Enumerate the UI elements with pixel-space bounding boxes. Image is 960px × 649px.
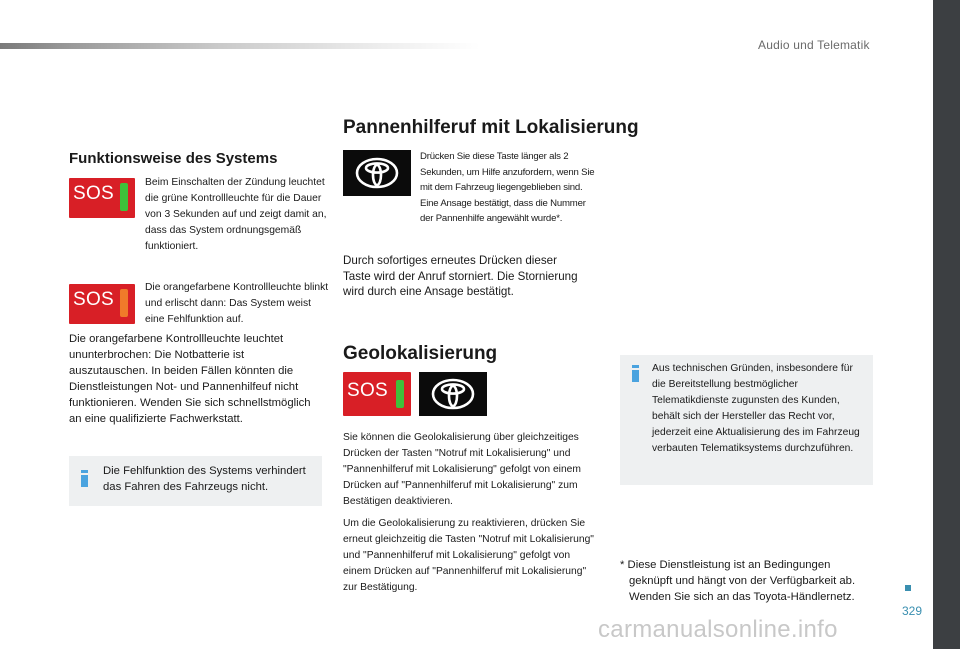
toyota-button — [343, 150, 411, 196]
sos-button-orange — [69, 284, 135, 324]
info-box-left — [69, 456, 322, 506]
watermark: carmanualsonline.info — [598, 616, 838, 643]
section-title-geolocation: Geolokalisierung — [343, 343, 498, 364]
green-led-icon — [396, 380, 404, 408]
footnote: * Diese Dienstleistung ist an Bedingungen geknüpft und hängt von der Verfügbarkeit ab. Wenden Sie sich an das Toyota-Händlernetz. — [620, 559, 856, 603]
geo-deactivate-text: Sie können die Geolokalisierung über gleichzeitiges Drücken der Tasten "Notruf mit Lokalisierung" und "Pannenhilferuf mit Lokalisierung" gefolgt von einem Drücken auf "Pannenhilferuf mit Lokalisierung" zum Bestätigen deaktivieren. — [343, 432, 581, 507]
green-led-icon — [120, 183, 128, 211]
sos-label: SOS — [347, 380, 389, 401]
sos-button-geo — [343, 372, 411, 416]
page-marker — [905, 585, 911, 591]
info-icon — [632, 365, 639, 382]
toyota-button-geo — [419, 372, 487, 416]
breakdown-button-text: Drücken Sie diese Taste länger als 2 Sekunden, um Hilfe anzufordern, wenn Sie mit dem Fahrzeug liegengeblieben sind. Eine Ansage bestätigt, dass die Nummer der Pannenhilfe angewählt wurde*. — [420, 151, 595, 224]
side-strip — [933, 0, 960, 649]
chapter-title: Audio und Telematik — [758, 38, 870, 52]
header-gradient-bar — [0, 43, 480, 49]
page-number: 329 — [902, 604, 923, 618]
info-icon — [81, 470, 88, 487]
info-box-right — [620, 355, 873, 485]
sos-button-green — [69, 178, 135, 218]
section-title-function: Funktionsweise des Systems — [69, 150, 278, 167]
section-title-breakdown: Pannenhilferuf mit Lokalisierung — [343, 117, 639, 138]
green-led-text: Beim Einschalten der Zündung leuchtet die grüne Kontrollleuchte für die Dauer von 3 Sekunden auf und zeigt damit an, dass das System ordnungsgemäß funktioniert. — [145, 177, 327, 252]
toyota-logo-icon — [355, 157, 399, 189]
toyota-logo-icon — [431, 378, 475, 410]
sos-label: SOS — [73, 183, 115, 204]
geo-reactivate-text: Um die Geolokalisierung zu reaktivieren, drücken Sie erneut gleichzeitig die Tasten "Notruf mit Lokalisierung" und "Pannenhilferuf mit Lokalisierung" gefolgt von einem Drücken auf "Pannenhilferuf mit Lokalisierung" zur Bestätigung. — [343, 518, 594, 593]
info-text-right: Aus technischen Gründen, insbesondere für die Bereitstellung bestmöglicher Telematikdienste zugunsten des Kunden, behält sich der Hersteller das Recht vor, jederzeit eine Aktualisierung des im Fahrzeug verbauten Telematiksystems durchzuführen. — [652, 363, 860, 454]
orange-led-icon — [120, 289, 128, 317]
sos-label: SOS — [73, 289, 115, 310]
orange-led-text: Die orangefarbene Kontrollleuchte blinkt und erlischt dann: Das System weist eine Fehlfunktion auf. — [145, 282, 329, 325]
battery-paragraph: Die orangefarbene Kontrollleuchte leuchtet ununterbrochen: Die Notbatterie ist auszutauschen. In beiden Fällen könnten die Dienstleistungen Not- und Pannenhilfeuf nicht funktionieren. Wenden Sie sich schnellstmöglich an eine qualifizierte Fachwerkstatt. — [69, 333, 311, 425]
cancel-paragraph: Durch sofortiges erneutes Drücken dieser Taste wird der Anruf storniert. Die Stornierung wird durch eine Ansage bestätigt. — [343, 254, 578, 298]
info-text-left: Die Fehlfunktion des Systems verhindert das Fahren des Fahrzeugs nicht. — [103, 465, 306, 493]
